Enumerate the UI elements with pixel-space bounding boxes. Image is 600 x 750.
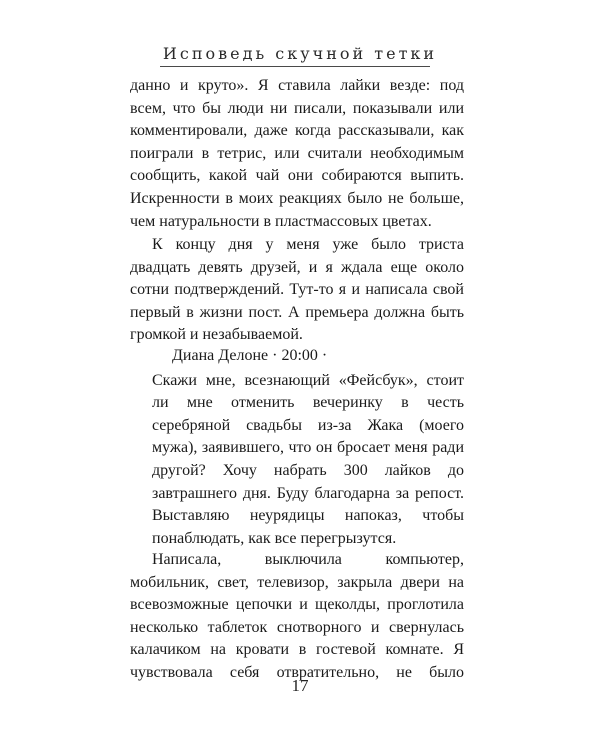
paragraph-1 (130, 75, 464, 233)
post-author: Диана Делоне (172, 347, 269, 364)
page-number: 17 (291, 676, 309, 695)
post-body-text: Скажи мне, всезнающий «Фейсбук», стоит ли мне отменить вечеринку в честь серебряной свадьбы из-за Жака (моего мужа), заявившего, что он бросает меня ради другой? Хочу набрать 300 лайков до завтрашнего дня. Буду благодарна за репост. Выставляю неурядицы напоказ, чтобы понаблюдать, как все перегрызутся. (152, 371, 464, 547)
paragraph-2-text: К концу дня у меня уже было триста двадцать девять друзей, и я ждала еще около сотни подтверждений. Тут-то я и написала свой первый в жизни пост. А премьера должна быть громкой и незабываемой. (130, 236, 464, 344)
paragraph-3-text: Написала, выключила компьютер, мобильник, свет, телевизор, закрыла двери на всевозможные цепочки и щеколды, проглотила несколько таблеток снотворного и свернулась калачиком на кровати в гостевой комнате. Я чувствовала себя отвратительно, не было (130, 551, 464, 681)
paragraph-3 (130, 549, 464, 685)
paragraph-1-text: данно и круто». Я ставила лайки везде: под всем, что бы люди ни писали, показывали или комментировали, даже когда рассказывали, как поиграли в тетрис, или считали необходимым сообщить, какой чай они собираются выпить. Искренности в моих реакциях было не больше, чем натуральности в пластмассовых цветах. (130, 77, 464, 230)
page-header: Исповедь скучной тетки (162, 44, 438, 63)
post-time: 20:00 (281, 347, 318, 364)
facebook-post-quote (152, 345, 464, 550)
post-separator-end: · (321, 347, 328, 364)
header-rule (160, 66, 430, 67)
post-separator: · (272, 347, 278, 364)
post-body (152, 370, 464, 551)
paragraph-2 (130, 234, 464, 347)
post-header (172, 345, 464, 368)
